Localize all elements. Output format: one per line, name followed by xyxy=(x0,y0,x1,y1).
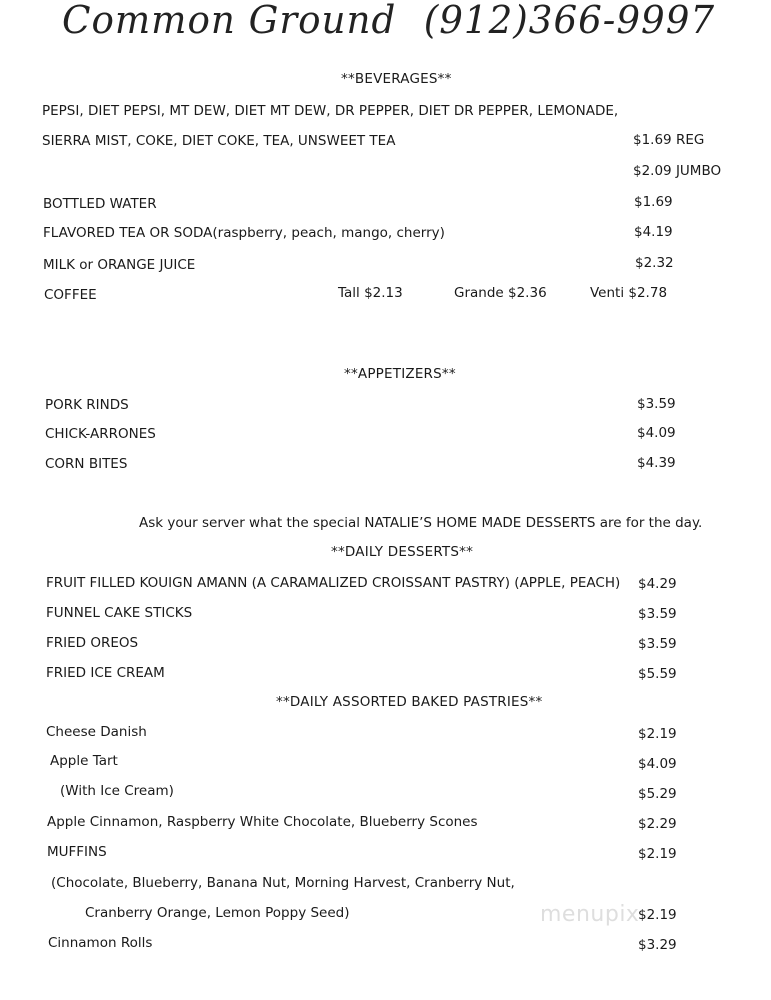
pastries-heading: **DAILY ASSORTED BAKED PASTRIES** xyxy=(276,694,543,710)
coffee-tall-price: Tall $2.13 xyxy=(338,285,403,301)
milk-oj-price: $2.32 xyxy=(635,255,674,271)
appetizer-price: $4.09 xyxy=(637,425,676,441)
dessert-name: FRIED ICE CREAM xyxy=(46,665,165,681)
restaurant-name: Common Ground xyxy=(62,0,397,42)
appetizer-price: $4.39 xyxy=(637,455,676,471)
muffin-flavors-price: $2.19 xyxy=(638,907,677,923)
menu-header xyxy=(62,0,715,42)
dessert-name: FRIED OREOS xyxy=(46,635,139,651)
dessert-price: $3.59 xyxy=(638,606,677,622)
appetizer-name: CHICK-ARRONES xyxy=(45,426,156,442)
cheese-danish-name: Cheese Danish xyxy=(46,724,147,740)
bottled-water-name: BOTTLED WATER xyxy=(43,196,157,212)
dessert-price: $4.29 xyxy=(638,576,677,592)
desserts-special-note: Ask your server what the special NATALIE’S HOME MADE DESSERTS are for the day. xyxy=(139,515,703,531)
muffins-price: $2.19 xyxy=(638,846,677,862)
scones-name: Apple Cinnamon, Raspberry White Chocolate, Blueberry Scones xyxy=(47,814,478,830)
muffin-flavors-line2: Cranberry Orange, Lemon Poppy Seed) xyxy=(85,905,350,921)
menupix-watermark: menupix xyxy=(540,902,640,927)
apple-tart-ice-cream-name: (With Ice Cream) xyxy=(60,783,174,799)
appetizers-heading: **APPETIZERS** xyxy=(344,366,456,382)
dessert-price: $5.59 xyxy=(638,666,677,682)
flavored-drink-name: FLAVORED TEA OR SODA(raspberry, peach, mango, cherry) xyxy=(43,225,445,241)
soda-list-line1: PEPSI, DIET PEPSI, MT DEW, DIET MT DEW, DR PEPPER, DIET DR PEPPER, LEMONADE, xyxy=(42,103,619,119)
appetizer-name: CORN BITES xyxy=(45,456,128,472)
bottled-water-price: $1.69 xyxy=(634,194,673,210)
dessert-name: FRUIT FILLED KOUIGN AMANN (A CARAMALIZED CROISSANT PASTRY) (APPLE, PEACH) xyxy=(46,575,621,591)
scones-price: $2.29 xyxy=(638,816,677,832)
dessert-name: FUNNEL CAKE STICKS xyxy=(46,605,193,621)
cheese-danish-price: $2.19 xyxy=(638,726,677,742)
cinnamon-rolls-name: Cinnamon Rolls xyxy=(48,935,153,951)
soda-price-reg: $1.69 REG xyxy=(633,132,705,148)
soda-price-jumbo: $2.09 JUMBO xyxy=(633,163,722,179)
cinnamon-rolls-price: $3.29 xyxy=(638,937,677,953)
apple-tart-name: Apple Tart xyxy=(50,753,118,769)
appetizer-name: PORK RINDS xyxy=(45,397,129,413)
appetizer-price: $3.59 xyxy=(637,396,676,412)
coffee-grande-price: Grande $2.36 xyxy=(454,285,547,301)
beverages-heading: **BEVERAGES** xyxy=(341,71,452,87)
apple-tart-ice-cream-price: $5.29 xyxy=(638,786,677,802)
flavored-drink-price: $4.19 xyxy=(634,224,673,240)
desserts-heading: **DAILY DESSERTS** xyxy=(331,544,474,560)
phone-number: (912)366-9997 xyxy=(423,0,716,42)
dessert-price: $3.59 xyxy=(638,636,677,652)
coffee-venti-price: Venti $2.78 xyxy=(590,285,668,301)
apple-tart-price: $4.09 xyxy=(638,756,677,772)
coffee-name: COFFEE xyxy=(44,287,97,303)
milk-oj-name: MILK or ORANGE JUICE xyxy=(43,257,196,273)
muffins-name: MUFFINS xyxy=(47,844,107,860)
muffin-flavors-line1: (Chocolate, Blueberry, Banana Nut, Morning Harvest, Cranberry Nut, xyxy=(51,875,515,891)
soda-list-line2: SIERRA MIST, COKE, DIET COKE, TEA, UNSWEET TEA xyxy=(42,133,396,149)
